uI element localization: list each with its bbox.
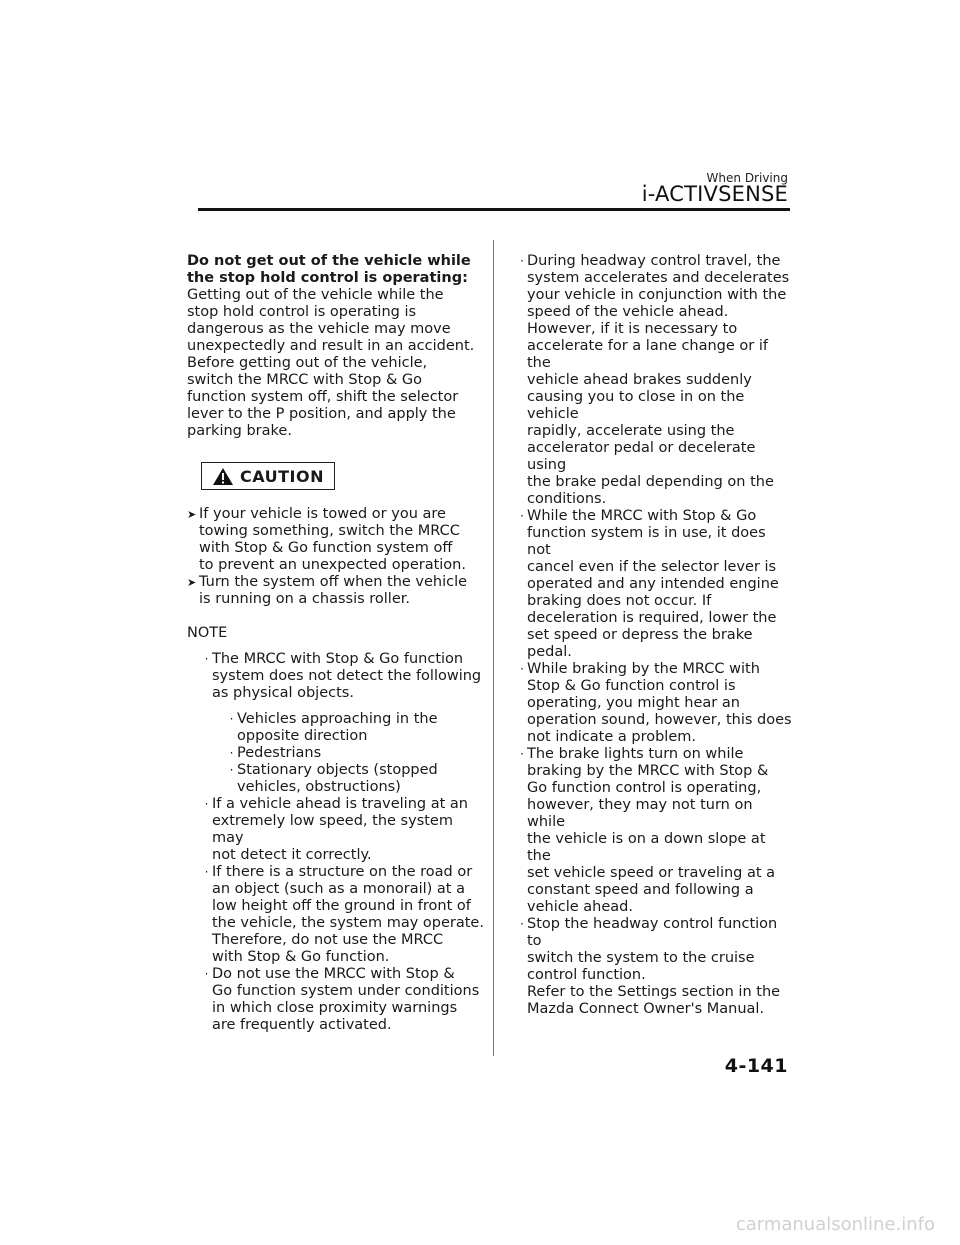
note-item-text: Do not use the MRCC with Stop & Go function system under conditions in which close proximity warnings are frequently activated. (212, 966, 480, 1033)
warning-heading: Do not get out of the vehicle while the stop hold control is operating: (187, 253, 471, 286)
note-subitem (226, 762, 487, 796)
note-item-text: While the MRCC with Stop & Go function system is in use, it does not cancel even if the selector lever is operated and any intended engine braking does not occur. If deceleration is required, lower the set speed or depress the brake pedal. (527, 508, 779, 660)
caution-box (201, 462, 335, 490)
right-column (517, 253, 793, 1018)
caution-item (187, 506, 487, 574)
dot-bullet-icon: · (520, 509, 524, 523)
note-subitem (226, 711, 487, 745)
note-item (517, 253, 793, 508)
note-item (201, 651, 487, 702)
caution-item-text: Turn the system off when the vehicle is running on a chassis roller. (199, 574, 468, 607)
note-subitem-text: Stationary objects (stopped vehicles, obstructions) (237, 762, 438, 795)
note-subitem (226, 745, 487, 762)
note-item-text: The brake lights turn on while braking by the MRCC with Stop & Go function control is operating, however, they may not turn on while the vehicle is on a down slope at the set vehicle speed or traveling at a constant speed and following a vehicle ahead. (527, 746, 776, 915)
note-list (187, 651, 487, 1034)
note-title: NOTE (187, 625, 228, 641)
dot-bullet-icon: · (520, 917, 524, 931)
note-item (201, 966, 487, 1034)
note-item-text: The MRCC with Stop & Go function system does not detect the following as physical objects. (212, 651, 482, 701)
dot-bullet-icon: · (229, 763, 234, 777)
note-item-text: If a vehicle ahead is traveling at an extremely low speed, the system may not detect it correctly. (212, 796, 468, 863)
note-subitem-text: Pedestrians (237, 745, 322, 761)
dot-bullet-icon: · (204, 865, 209, 879)
dot-bullet-icon: · (520, 747, 524, 761)
warning-triangle-icon (212, 467, 234, 486)
note-item (517, 508, 793, 661)
note-item (201, 864, 487, 966)
dot-bullet-icon: · (520, 254, 524, 268)
arrow-bullet-icon: ➤ (187, 508, 197, 521)
note-item-text: If there is a structure on the road or an object (such as a monorail) at a low height off the ground in front of the vehicle, the system may operate. Therefore, do not use the MRCC with Stop & Go function. (212, 864, 484, 965)
dot-bullet-icon: · (204, 652, 209, 666)
note-item-text: During headway control travel, the system accelerates and decelerates your vehicle in conjunction with the speed of the vehicle ahead. However, if it is necessary to accelerate for a lane change or if the vehicle ahead brakes suddenly causing you to close in on the vehicle rapidly, accelerate using the accelerator pedal or decelerate using the brake pedal depending on the conditions. (527, 253, 790, 507)
caution-label: CAUTION (240, 466, 324, 486)
dot-bullet-icon: · (204, 797, 209, 811)
note-item (517, 661, 793, 746)
dot-bullet-icon: · (229, 712, 234, 726)
dot-bullet-icon: · (204, 967, 209, 981)
note-subitem-text: Vehicles approaching in the opposite direction (237, 711, 438, 744)
caution-item-text: If your vehicle is towed or you are towing something, switch the MRCC with Stop & Go function system off to prevent an unexpected operation. (199, 506, 466, 573)
caution-item (187, 574, 487, 608)
page-number: 4-141 (724, 1055, 788, 1077)
header-rule (198, 208, 790, 211)
dot-bullet-icon: · (520, 662, 524, 676)
note-item-text: While braking by the MRCC with Stop & Go function control is operating, you might hear an operation sound, however, this does not indicate a problem. (527, 661, 792, 745)
column-divider (493, 240, 494, 1056)
warning-body: Getting out of the vehicle while the stop hold control is operating is dangerous as the vehicle may move unexpectedly and result in an accident. Before getting out of the vehicle, switch the MRCC with Stop & Go function system off, shift the selector lever to the P position, and apply the parking brake. (187, 287, 475, 439)
note-item (517, 746, 793, 916)
note-item (201, 796, 487, 864)
note-item (517, 916, 793, 1018)
arrow-bullet-icon: ➤ (187, 576, 197, 589)
dot-bullet-icon: · (229, 746, 234, 760)
note-item-text: Stop the headway control function to switch the system to the cruise control function. Refer to the Settings section in the Mazda Connect Owner's Manual. (527, 916, 781, 1017)
watermark[interactable]: carmanualsonline.info (735, 1214, 935, 1235)
left-column (187, 253, 487, 1034)
chapter-title: i-ACTIVSENSE (641, 182, 788, 206)
section-label: When Driving (706, 171, 788, 185)
note-sublist (201, 711, 487, 796)
